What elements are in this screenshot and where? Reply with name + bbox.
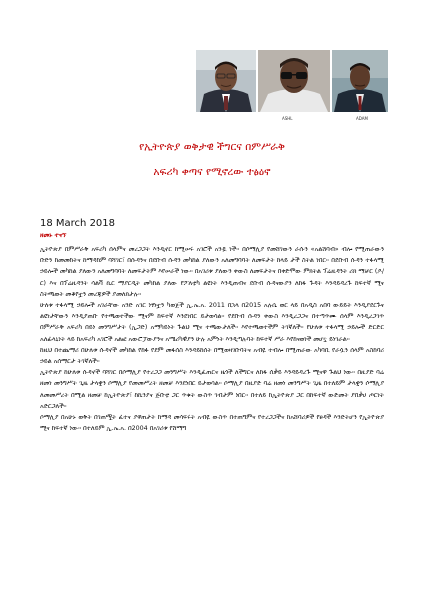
author-byline: ዘመኑ ተናኘ [40, 231, 67, 239]
paragraph: ሶማሊያ በአሁኑ ወቅት በገጠሟት ፈተና ያዋጠታት ከማዳ መሳፍሩት አብዬ ውስጥ በተጠግምና የተረጋጋችና ከአሸባሪዎች የፀዳች እንድትሆን የኢትዮጵያ ሚና ከፍተኛ ነው፡፡ በተለይም ኢ.ኤ.አ. በ2004 በአገሪቱ የሸማግ [40, 414, 384, 433]
paragraph: ኢትዮጵያ ከሁለቱ ሱዳኖች ባሻገር በሶማሊያ የተረጋጋ መንግሥት እንዲፈጠርና ዜጎች ለችግርና ለከፋ ሰቃይ እንዳይዳረጉ ሚናዋ ጉልህ ነው፡፡ በዚያድ ባሬ ዘመነ መንግሥት ጊዜ ታላቋን ሶማሊያ የመመሥረት ዘመቻ እንደነበር ይታወሳል፡፡ ሶማሊያ በዚያድ ባሬ ዘመነ መንግሥት ጊዜ በተለይም ታላቋን ሶማሊያ ለመመሥረት በሚል ዘመቻ ከኢትዮጵያ፣ ከኬንያና ጅቡቲ ጋር ጥቁት ውስጥ ገብታም ነበር፡፡ በተለይ ከኢትዮጵያ ጋር በከፍተኛ ውድመት ያበቃሀ ጦርነት አድርጋለች፡፡ [40, 369, 384, 410]
paragraph: ሁለቱ ተፋላሚ ኃይሎች አገራቸው አንድ አገር ነፃነቷን ካወጀች ኢ.ኤ.አ. 2011 በኋላ በ2015 አሉሴ ወር ላይ በአዲስ አበባ ውይይት እንዲያደርጉና ልዩነታቸውን እንዲያጠቡ የተጫወተችው ሚናም ከፍተኛ እንደነበር ይታወሳል፡፡ የደቡብ ሱዳን ቀውስ እንዲረጋጋና በተጣጥሙ ሰላም እንዲረጋገጥ በምሥራቅ አፍሪካ በይነ መንግሥታት (ኢጋድ) አማካይነት ጉልህ ሚና ተጫውታለች፡፡ እየተጫወተችም ትገኛለች፡፡ የሁለቱ ተፋላሚ ኃይሎች ድርድር አለፊላኒነት ላይ ከአፍሪካ አገሮች አልፎ አውሮፓውያንና አሜሪካዊያን ሁሉ አምነት እንዲጣሉባት ከፍተኛ ሥራ እየከናወነች መሆኗ ይነገራል፡፡ [40, 302, 384, 343]
portrait-photo-2 [258, 50, 330, 112]
portrait-photo-1 [196, 50, 256, 112]
publication-date: 18 March 2018 [40, 218, 116, 229]
photo-caption-2: ASHL [282, 116, 293, 121]
article-titles [0, 140, 424, 179]
article-body [40, 244, 384, 434]
photo-caption-3: ADAM [356, 116, 368, 121]
paragraph: ከዚህ በተጨማሪ በሁለቱ ሱዳኖች መካከል የከፋ የደም መፋሰስ እንዳይከሰት በሚወዛገቡባትና አብዬ ተብሎ በሚጠራው አካባቢ የራሷን ሰላም አስከባሪ ኃይል አሰማርታ ትገኛለች፡፡ [40, 346, 384, 366]
article-subtitle: አፍሪካ ቀጣና የሚኖረው ተፅዕኖ [153, 166, 271, 178]
article-title: የኢትዮጵያ ወቅታዊ ችግርና በምሥራቅ [139, 141, 285, 153]
paragraph: ኢትዮጵያ በምሥራቅ አፍሪካ ሰላምና መረጋጋት እንዲኖር ከሚሠሩ አገሮች አንዷ ነች፡፡ በሶማሊያ የመሸገውን ራሱን «አልሸባብ» ብሎ የሚጠራውን ቡድን ከመመከትና ከማዳከም ባሻገር፣ በሱዳንና በደቡብ ሱዳን መካከል ያለውን አለመግባባት ለመፍታት ከላይ ታች ስትል ነበር፡፡ በደቡብ ሱዳን ተፋላሚ ኃይሎች መካከል ያለውን አለመግባባት ለመፍታትም እየሠራች ነው፡፡ በአገሪቱ ያለውን ቀውስ ለመፍታትና በቀድሞው ምክትል ፕሬዚዳንት ሪክ ማቻር (ዶ/ር) እና በፕሬዚዳንት ሳልቫ ኪር ማያርዲት መካከል ያለው የፖለቲካ ልዩነት እንዲጠብና ደቡብ ሱዳናውያን ለከፋ ጉዳት እንዳይዳረጉ ከፍተኛ ሚና ስትጫወት መቆየቷን መረጃዎች ያመለክታሉ፡፡ [40, 246, 384, 298]
portrait-photo-3 [332, 50, 388, 112]
